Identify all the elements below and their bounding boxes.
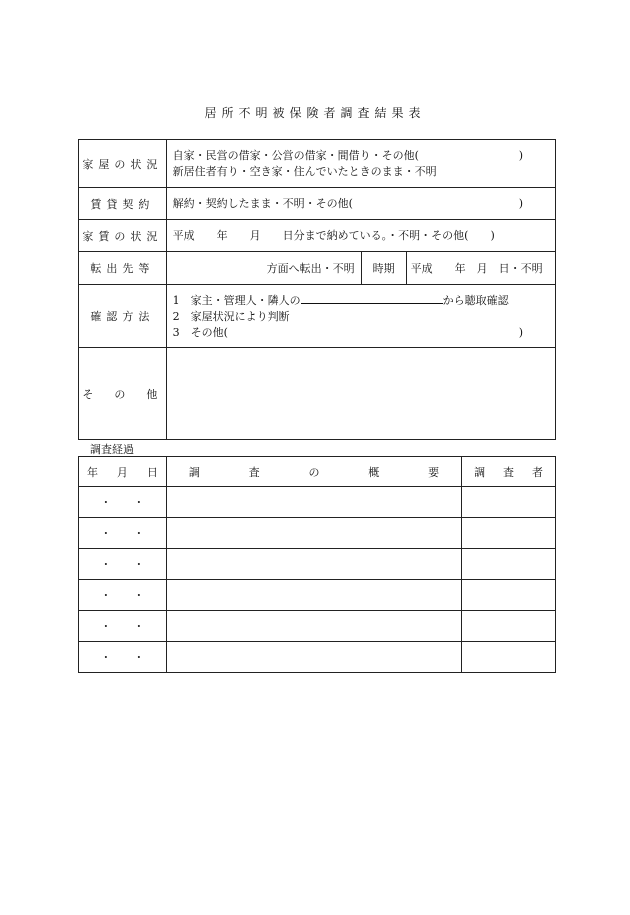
survey-investigator-cell[interactable]	[462, 580, 556, 611]
header-inv-c3: 者	[531, 465, 543, 479]
survey-date-cell[interactable]: ・ ・	[79, 518, 167, 549]
header-inv-c1: 調	[474, 465, 486, 479]
row-kakunin	[79, 285, 556, 348]
survey-investigator-cell[interactable]	[462, 611, 556, 642]
header-summary-c1: 調	[188, 465, 200, 479]
row-tenshutsu	[79, 252, 556, 285]
header-investigator	[462, 457, 556, 487]
survey-table	[78, 456, 556, 673]
kakunin-item1-suffix: から聴取確認	[442, 293, 509, 307]
survey-summary-cell[interactable]	[166, 580, 461, 611]
header-date	[79, 457, 167, 487]
kaoku-paren-close: )	[518, 148, 523, 162]
header-date-year: 年	[87, 465, 98, 479]
survey-investigator-cell[interactable]	[462, 487, 556, 518]
row-chintai	[79, 188, 556, 220]
kakunin-item3: 3 その他(	[172, 325, 228, 339]
row-sonota	[79, 348, 556, 440]
survey-row	[79, 611, 556, 642]
header-date-month: 月	[116, 465, 128, 479]
survey-investigator-cell[interactable]	[462, 642, 556, 673]
tenshutsu-dest[interactable]: 方面へ転出・不明	[266, 262, 355, 275]
survey-row	[79, 487, 556, 518]
header-summary	[166, 457, 461, 487]
value-tenshutsu	[166, 252, 555, 285]
label-kaoku: 家屋の状況	[79, 140, 167, 188]
row-kaoku	[79, 140, 556, 188]
value-kaoku[interactable]	[166, 140, 555, 188]
survey-row	[79, 549, 556, 580]
survey-summary-cell[interactable]	[166, 549, 461, 580]
kaoku-options-2: 新居住者有り・空き家・住んでいたときのまま・不明	[172, 164, 437, 178]
survey-summary-cell[interactable]	[166, 611, 461, 642]
survey-summary-cell[interactable]	[166, 642, 461, 673]
survey-date-cell[interactable]: ・ ・	[79, 549, 167, 580]
label-sonota: そ の 他	[79, 348, 167, 440]
survey-date-cell[interactable]: ・ ・	[79, 487, 167, 518]
row-yachin	[79, 220, 556, 252]
kakunin-item3-close: )	[518, 325, 523, 339]
survey-header-row	[79, 457, 556, 487]
header-inv-c2: 査	[503, 465, 515, 479]
label-yachin: 家賃の状況	[79, 220, 167, 252]
kaoku-options: 自家・民営の借家・公営の借家・間借り・その他(	[172, 148, 419, 162]
survey-caption: 調査経過	[90, 443, 134, 456]
kakunin-item1-prefix: 1 家主・管理人・隣人の	[172, 293, 301, 307]
value-kakunin[interactable]	[166, 285, 555, 348]
kakunin-item2: 2 家屋状況により判断	[172, 309, 290, 323]
label-chintai: 賃貸契約	[79, 188, 167, 220]
value-sonota[interactable]	[166, 348, 555, 440]
result-table	[78, 139, 556, 440]
chintai-paren-close: )	[518, 196, 523, 210]
value-yachin[interactable]: 平成 年 月 日分まで納めている。・不明・その他( )	[166, 220, 555, 252]
header-date-day: 日	[146, 465, 158, 479]
page-title: 居所不明被保険者調査結果表	[204, 106, 426, 120]
label-tenshutsu: 転出先等	[79, 252, 167, 285]
survey-investigator-cell[interactable]	[462, 518, 556, 549]
survey-row	[79, 518, 556, 549]
survey-date-cell[interactable]: ・ ・	[79, 611, 167, 642]
survey-summary-cell[interactable]	[166, 518, 461, 549]
jiki-value[interactable]: 平成 年 月 日・不明	[410, 262, 543, 275]
survey-summary-cell[interactable]	[166, 487, 461, 518]
survey-date-cell[interactable]: ・ ・	[79, 642, 167, 673]
kakunin-underline[interactable]	[301, 292, 443, 304]
header-summary-c3: の	[308, 465, 320, 479]
survey-investigator-cell[interactable]	[462, 549, 556, 580]
header-summary-c5: 要	[428, 465, 440, 479]
label-kakunin: 確認方法	[79, 285, 167, 348]
survey-date-cell[interactable]: ・ ・	[79, 580, 167, 611]
value-chintai[interactable]	[166, 188, 555, 220]
chintai-options: 解約・契約したまま・不明・その他(	[172, 196, 353, 210]
survey-row	[79, 642, 556, 673]
jiki-label: 時期	[361, 252, 407, 284]
header-summary-c2: 査	[248, 465, 260, 479]
header-summary-c4: 概	[368, 465, 380, 479]
survey-row	[79, 580, 556, 611]
